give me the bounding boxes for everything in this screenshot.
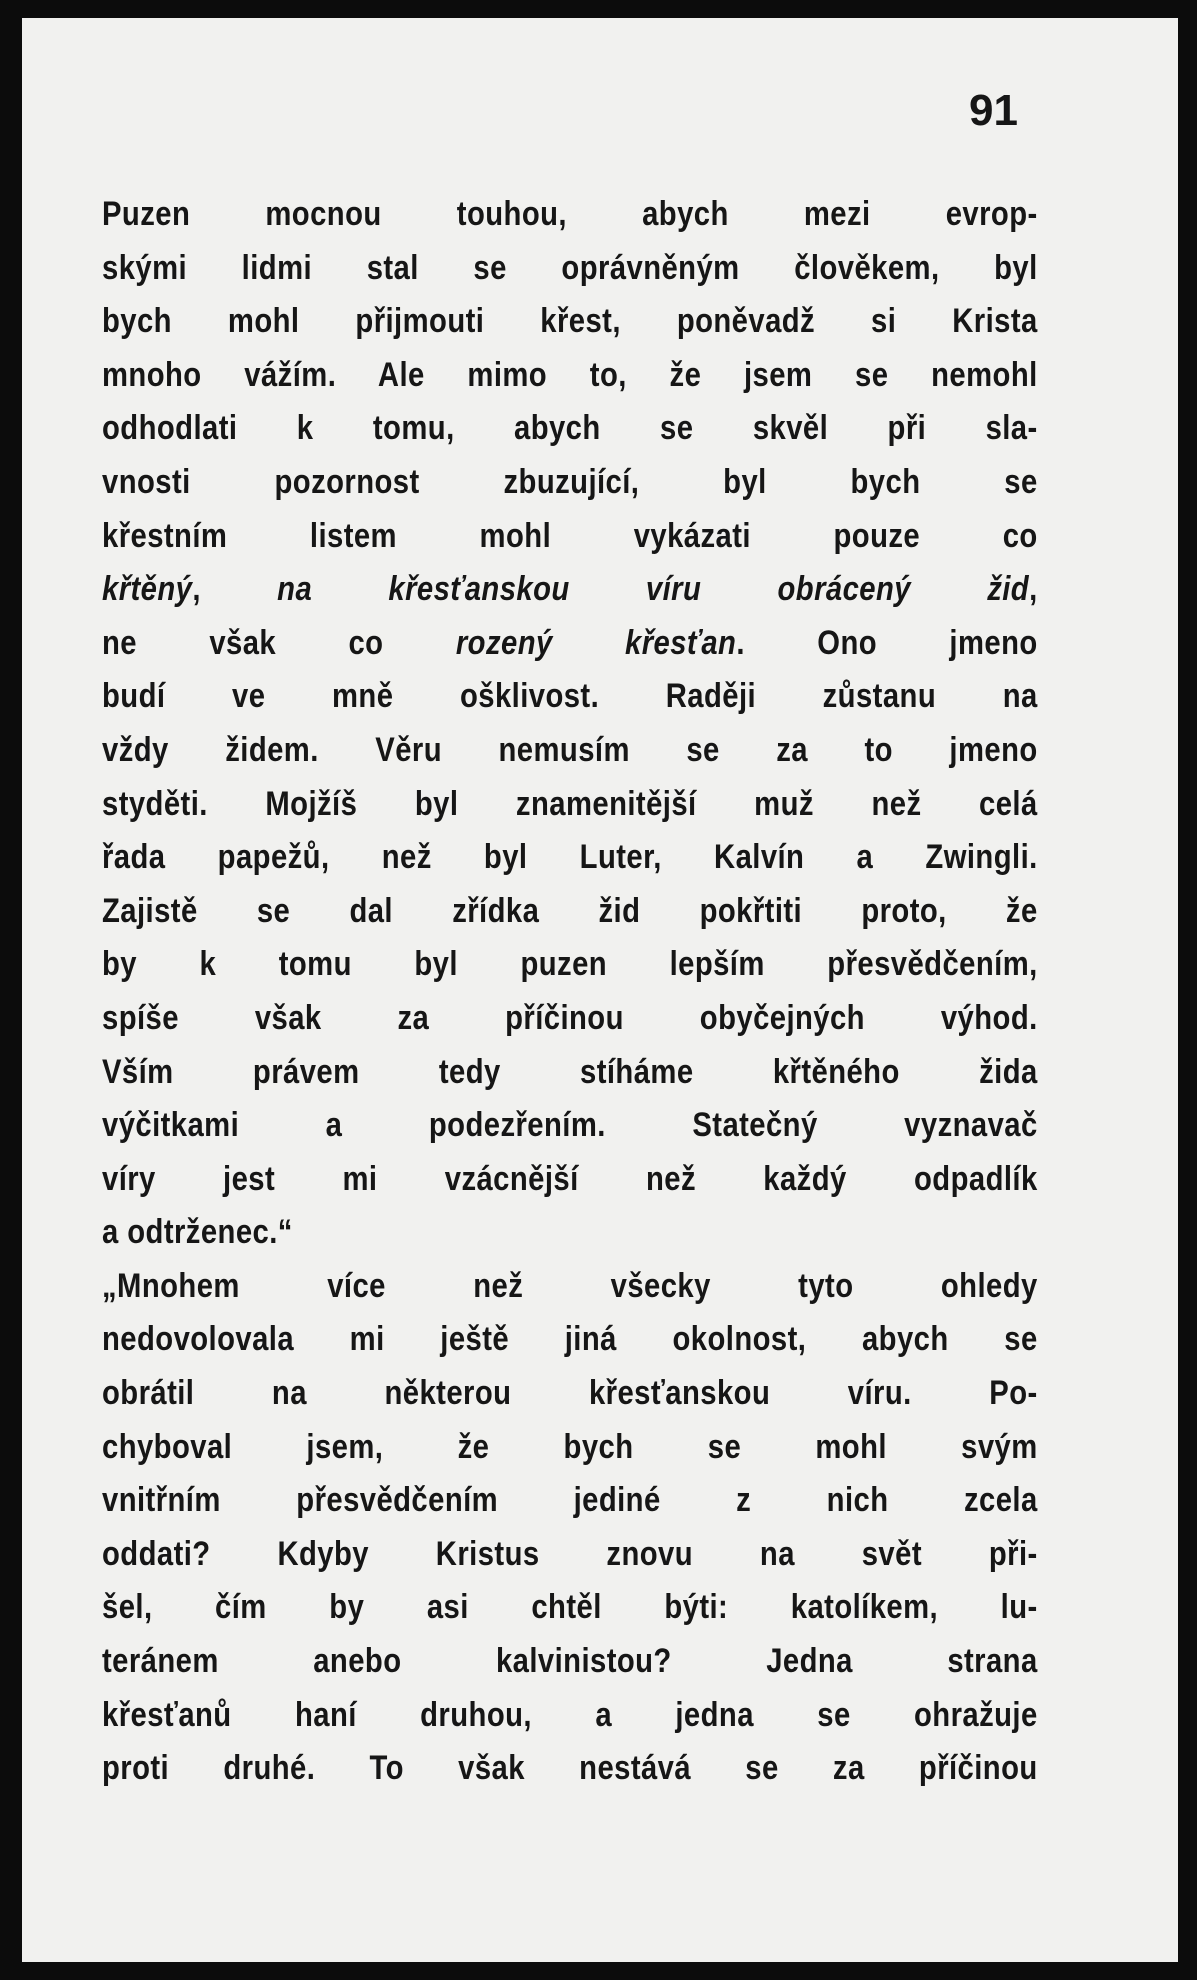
text-line: [102, 1689, 1038, 1743]
text-segment: šel, čím by asi chtěl býti: katolíkem, lu-: [102, 1588, 1038, 1627]
text-line: [102, 938, 1038, 992]
text-line: [102, 1581, 1038, 1635]
text-segment: vždy židem. Věru nemusím se za to jmeno: [102, 730, 1038, 769]
text-segment: křesťanů haní druhou, a jedna se ohražuje: [102, 1695, 1038, 1734]
text-line: [102, 1528, 1038, 1582]
text-segment: . Ono jmeno: [736, 623, 1038, 662]
text-segment: skými lidmi stal se oprávněným člověkem, byl: [102, 248, 1038, 287]
text-line: [102, 1260, 1038, 1314]
text-segment: budí ve mně ošklivost. Raději zůstanu na: [102, 677, 1038, 716]
text-line: [102, 885, 1038, 939]
text-segment: mnoho vážím. Ale mimo to, že jsem se nemohl: [102, 355, 1038, 394]
text-line: [102, 1474, 1038, 1528]
text-line: [102, 1046, 1038, 1100]
text-line: [102, 1635, 1038, 1689]
text-segment: obrátil na některou křesťanskou víru. Po-: [102, 1374, 1038, 1413]
text-line: [102, 563, 1038, 617]
text-line: [102, 778, 1038, 832]
text-line: [102, 1421, 1038, 1475]
italic-text-segment: na křesťanskou víru obrácený žid: [277, 570, 1030, 609]
text-segment: by k tomu byl puzen lepším přesvědčením,: [102, 945, 1038, 984]
text-line: [102, 456, 1038, 510]
text-line: [102, 617, 1038, 671]
italic-text-segment: křtěný: [102, 570, 193, 609]
text-line: [102, 1742, 1038, 1796]
text-segment: Zajistě se dal zřídka žid pokřtiti proto, že: [102, 891, 1038, 930]
text-segment: Vším právem tedy stíháme křtěného žida: [102, 1052, 1038, 1091]
italic-text-segment: rozený křesťan: [455, 623, 737, 662]
page-number: 91: [969, 86, 1018, 135]
text-line: [102, 510, 1038, 564]
text-line: [102, 349, 1038, 403]
text-segment: chyboval jsem, že bych se mohl svým: [102, 1427, 1038, 1466]
text-line: [102, 1367, 1038, 1421]
text-segment: ,: [192, 570, 278, 609]
text-line: [102, 295, 1038, 349]
text-segment: víry jest mi vzácnější než každý odpadlík: [102, 1159, 1038, 1198]
text-line: [102, 1099, 1038, 1153]
text-line: [102, 188, 1038, 242]
text-segment: výčitkami a podezřením. Statečný vyznavač: [102, 1106, 1038, 1145]
body-text: [102, 188, 1038, 1796]
text-line: [102, 992, 1038, 1046]
text-segment: odhodlati k tomu, abych se skvěl při sla-: [102, 409, 1038, 448]
text-segment: „Mnohem více než všecky tyto ohledy: [102, 1266, 1038, 1305]
text-segment: Puzen mocnou touhou, abych mezi evrop-: [102, 195, 1038, 233]
text-segment: ne však co: [102, 623, 456, 662]
text-line: [102, 402, 1038, 456]
text-segment: a odtrženec.“: [102, 1213, 293, 1252]
text-segment: ,: [1029, 570, 1038, 609]
text-line: [102, 724, 1038, 778]
text-line: [102, 1206, 1038, 1260]
text-segment: proti druhé. To však nestává se za příčinou: [102, 1749, 1038, 1788]
text-line: [102, 1313, 1038, 1367]
text-segment: křestním listem mohl vykázati pouze co: [102, 516, 1038, 555]
text-segment: vnitřním přesvědčením jediné z nich zcela: [102, 1481, 1038, 1520]
book-page: [22, 18, 1178, 1962]
text-segment: bych mohl přijmouti křest, poněvadž si Krista: [102, 302, 1038, 341]
text-segment: nedovolovala mi ještě jiná okolnost, abych se: [102, 1320, 1038, 1359]
text-segment: spíše však za příčinou obyčejných výhod.: [102, 998, 1038, 1037]
text-line: [102, 242, 1038, 296]
text-segment: řada papežů, než byl Luter, Kalvín a Zwingli.: [102, 838, 1038, 877]
text-segment: styděti. Mojžíš byl znamenitější muž než celá: [102, 784, 1038, 823]
text-line: [102, 670, 1038, 724]
text-line: [102, 1153, 1038, 1207]
text-segment: vnosti pozornost zbuzující, byl bych se: [102, 462, 1038, 501]
text-line: [102, 831, 1038, 885]
text-segment: oddati? Kdyby Kristus znovu na svět při-: [102, 1534, 1038, 1573]
text-segment: teránem anebo kalvinistou? Jedna strana: [102, 1642, 1038, 1681]
